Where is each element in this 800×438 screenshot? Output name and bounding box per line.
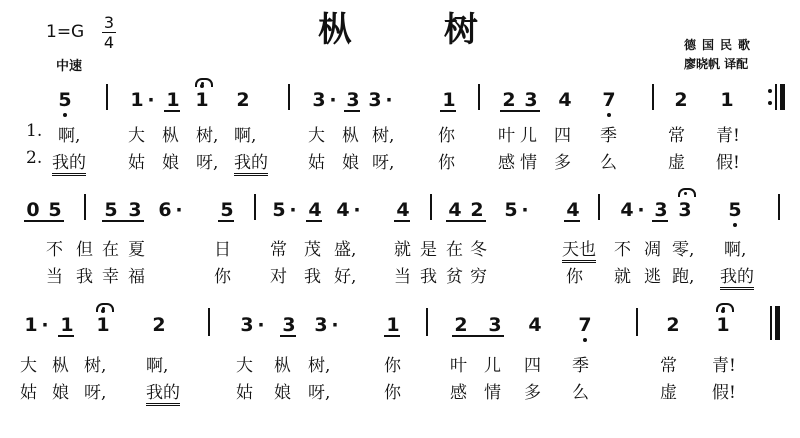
fermata-icon [716, 303, 734, 312]
note: 3 [346, 89, 360, 111]
note: 1 [442, 89, 456, 111]
lyric: 对 [270, 267, 287, 287]
note: 2 [152, 314, 166, 336]
bar-line [106, 84, 108, 110]
lyric: 常 [270, 240, 287, 260]
lyric: 你 [384, 356, 401, 376]
lyric: 贫 [446, 267, 463, 287]
lyric: 大 [308, 126, 325, 146]
lyric: 好, [334, 267, 357, 287]
note: 0 [26, 199, 40, 221]
note: 7 [576, 314, 594, 336]
lyric: 四 [554, 126, 571, 146]
note: 5 [504, 199, 518, 221]
lyric: 在 [446, 240, 463, 260]
note: 5 [56, 89, 74, 111]
underline-beam [452, 335, 504, 337]
bar-line [84, 194, 86, 220]
underline-beam [218, 220, 234, 222]
lyric: 儿 [484, 356, 501, 376]
lyric: 就 [394, 240, 411, 260]
underline-beam [24, 220, 64, 222]
underline-beam [564, 220, 580, 222]
note: 1 [130, 89, 144, 111]
note: 3 [654, 199, 668, 221]
note: 1 [94, 314, 112, 336]
note: 1 [386, 314, 400, 336]
lyric: 树, [84, 356, 107, 376]
augmentation-dot: · [257, 314, 265, 336]
tempo-marking: 中速 [56, 59, 83, 74]
song-title: 枞 树 [318, 10, 518, 50]
bar-line [208, 308, 210, 336]
underline-beam [164, 110, 180, 112]
lyric: 呀, [308, 383, 331, 403]
note: 1 [720, 89, 734, 111]
lyric: 穷 [470, 267, 487, 287]
lyric: 我 [76, 267, 93, 287]
lyric: 茂 [304, 240, 321, 260]
lyric: 啊, [58, 126, 81, 146]
note: 3 [240, 314, 254, 336]
note: 4 [336, 199, 350, 221]
note: 3 [282, 314, 296, 336]
lyric: 季 [572, 356, 589, 376]
verse-number: 1. [26, 121, 43, 141]
lyric: 儿 [520, 126, 537, 146]
bar-line [775, 84, 777, 110]
lyric: 情 [520, 153, 537, 173]
fermata-icon [195, 78, 213, 87]
underline-beam [306, 220, 322, 222]
lyric: 不 [46, 240, 63, 260]
repeat-dot [768, 89, 772, 93]
augmentation-dot: · [331, 314, 339, 336]
lyric: 幸 [102, 267, 119, 287]
lyric: 我 [420, 267, 437, 287]
lyric: 叶 [450, 356, 467, 376]
lyric: 日 [214, 240, 231, 260]
note: 4 [448, 199, 462, 221]
lyric: 假! [712, 383, 736, 403]
meter-top: 3 [103, 13, 115, 32]
lyric: 虚 [660, 383, 677, 403]
bar-line [770, 306, 772, 340]
lyric: 我的 [234, 148, 268, 176]
credit-arranger: 廖晓帆 译配 [684, 57, 749, 71]
note: 1 [60, 314, 74, 336]
lyric: 枞 [52, 356, 69, 376]
note: 4 [620, 199, 634, 221]
lyric: 你 [214, 267, 231, 287]
lyric: 我 [304, 267, 321, 287]
lyric: 娘 [52, 383, 69, 403]
credit-origin: 德国民歌 [684, 38, 757, 52]
lyric: 娘 [162, 153, 179, 173]
note: 3 [314, 314, 328, 336]
note: 4 [558, 89, 572, 111]
lyric: 青! [716, 126, 740, 146]
lyric: 姑 [128, 153, 145, 173]
augmentation-dot: · [41, 314, 49, 336]
lyric: 姑 [20, 383, 37, 403]
lyric: 在 [102, 240, 119, 260]
lyric: 盛, [334, 240, 357, 260]
lyric: 当 [46, 267, 63, 287]
lyric: 你 [384, 383, 401, 403]
lyric: 啊, [234, 126, 257, 146]
lyric: 么 [572, 383, 589, 403]
lyric: 娘 [274, 383, 291, 403]
lyric: 大 [128, 126, 145, 146]
lyric: 多 [554, 153, 571, 173]
note: 4 [566, 199, 580, 221]
lyric: 枞 [162, 126, 179, 146]
lyric: 情 [484, 383, 501, 403]
note: 2 [470, 199, 484, 221]
note: 3 [488, 314, 502, 336]
lyric: 树, [308, 356, 331, 376]
augmentation-dot: · [147, 89, 155, 111]
lyric: 么 [600, 153, 617, 173]
bar-line [430, 194, 432, 220]
final-bar [775, 306, 780, 340]
lyric: 凋 [644, 240, 661, 260]
bar-line [478, 84, 480, 110]
augmentation-dot: · [385, 89, 393, 111]
bar-line [426, 308, 428, 336]
note: 2 [502, 89, 516, 111]
lyric: 青! [712, 356, 736, 376]
underline-beam [58, 335, 74, 337]
lyric: 天也 [562, 235, 596, 263]
lyric: 零, [672, 240, 695, 260]
lyric: 大 [20, 356, 37, 376]
key-signature: 1=G [46, 22, 85, 42]
note: 6 [158, 199, 172, 221]
note: 4 [528, 314, 542, 336]
note: 2 [454, 314, 468, 336]
underline-beam [446, 220, 486, 222]
lyric: 我的 [146, 378, 180, 406]
lyric: 娘 [342, 153, 359, 173]
note: 1 [714, 314, 732, 336]
fermata-icon [96, 303, 114, 312]
lyric: 感 [498, 153, 515, 173]
note: 4 [396, 199, 410, 221]
repeat-end-bar [780, 84, 785, 110]
underline-beam [344, 110, 360, 112]
note: 3 [524, 89, 538, 111]
lyric: 跑, [672, 267, 695, 287]
note: 4 [308, 199, 322, 221]
note: 1 [193, 89, 211, 111]
note: 2 [236, 89, 250, 111]
lyric: 是 [420, 240, 437, 260]
lyric: 我的 [52, 148, 86, 176]
meter-bottom: 4 [103, 33, 115, 52]
lyric: 呀, [84, 383, 107, 403]
note: 1 [24, 314, 38, 336]
augmentation-dot: · [521, 199, 529, 221]
note: 3 [368, 89, 382, 111]
lyric: 树, [196, 126, 219, 146]
lyric: 多 [524, 383, 541, 403]
note: 3 [676, 199, 694, 221]
augmentation-dot: · [329, 89, 337, 111]
lyric: 常 [668, 126, 685, 146]
lyric: 啊, [724, 240, 747, 260]
lyric: 逃 [644, 267, 661, 287]
underline-beam [280, 335, 296, 337]
lyric: 你 [566, 267, 583, 287]
lyric: 四 [524, 356, 541, 376]
lyric: 常 [660, 356, 677, 376]
note: 7 [600, 89, 618, 111]
augmentation-dot: · [637, 199, 645, 221]
augmentation-dot: · [353, 199, 361, 221]
lyric: 假! [716, 153, 740, 173]
note: 2 [666, 314, 680, 336]
fermata-icon [678, 188, 696, 197]
lyric: 呀, [196, 153, 219, 173]
repeat-dot [768, 101, 772, 105]
lyric: 福 [128, 267, 145, 287]
verse-number: 2. [26, 148, 43, 168]
lyric: 枞 [274, 356, 291, 376]
time-signature [102, 14, 116, 51]
lyric: 枞 [342, 126, 359, 146]
note: 5 [220, 199, 234, 221]
lyric: 你 [438, 153, 455, 173]
lyric: 大 [236, 356, 253, 376]
note: 5 [726, 199, 744, 221]
augmentation-dot: · [175, 199, 183, 221]
note: 5 [48, 199, 62, 221]
note: 5 [104, 199, 118, 221]
lyric: 但 [76, 240, 93, 260]
bar-line [288, 84, 290, 110]
lyric: 你 [438, 126, 455, 146]
lyric: 不 [614, 240, 631, 260]
underline-beam [440, 110, 456, 112]
bar-line [636, 308, 638, 336]
lyric: 啊, [146, 356, 169, 376]
augmentation-dot: · [289, 199, 297, 221]
underline-beam [500, 110, 540, 112]
lyric: 就 [614, 267, 631, 287]
note: 2 [674, 89, 688, 111]
lyric: 姑 [236, 383, 253, 403]
lyric: 呀, [372, 153, 395, 173]
lyric: 冬 [470, 240, 487, 260]
underline-beam [384, 335, 400, 337]
underline-beam [102, 220, 144, 222]
lyric: 虚 [668, 153, 685, 173]
bar-line [778, 194, 780, 220]
lyric: 叶 [498, 126, 515, 146]
underline-beam [652, 220, 668, 222]
note: 3 [128, 199, 142, 221]
bar-line [652, 84, 654, 110]
lyric: 当 [394, 267, 411, 287]
lyric: 夏 [128, 240, 145, 260]
note: 3 [312, 89, 326, 111]
lyric: 季 [600, 126, 617, 146]
note: 5 [272, 199, 286, 221]
underline-beam [394, 220, 410, 222]
lyric: 我的 [720, 262, 754, 290]
lyric: 感 [450, 383, 467, 403]
lyric: 姑 [308, 153, 325, 173]
lyric: 树, [372, 126, 395, 146]
note: 1 [166, 89, 180, 111]
bar-line [254, 194, 256, 220]
bar-line [598, 194, 600, 220]
